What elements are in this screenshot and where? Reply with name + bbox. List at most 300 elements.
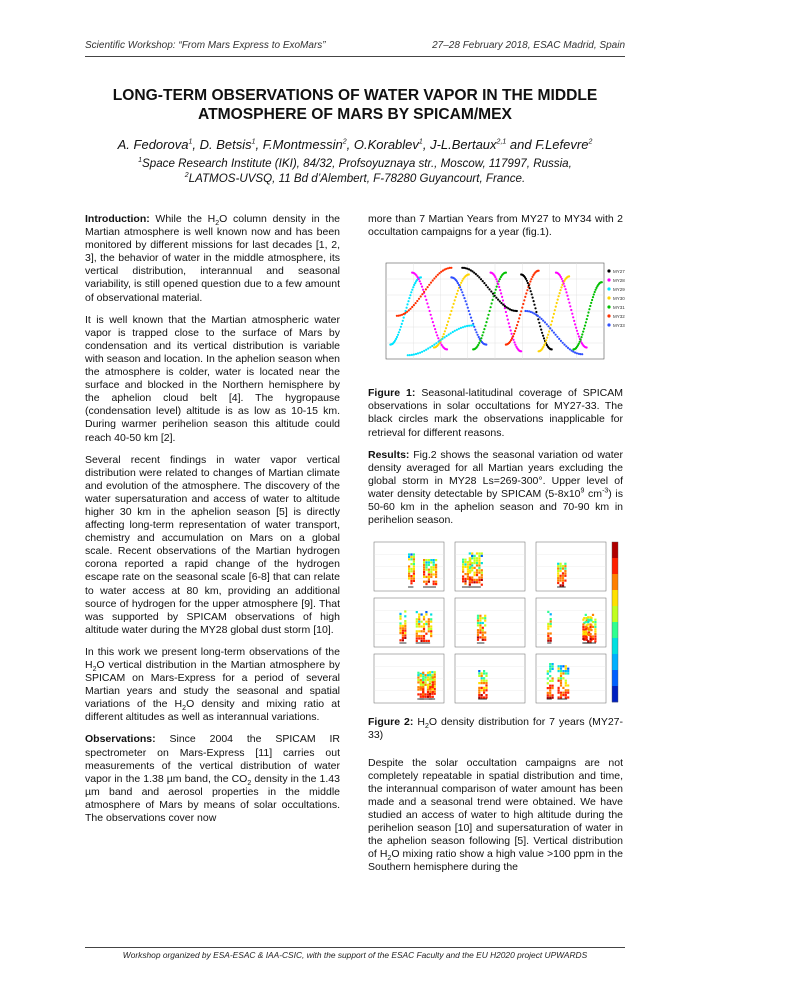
data-point — [429, 310, 431, 312]
density-cell — [565, 665, 567, 667]
density-cell — [423, 623, 425, 625]
density-cell — [423, 640, 425, 642]
subscript: 2 — [92, 666, 97, 674]
data-point — [417, 352, 419, 354]
density-cell — [562, 568, 564, 570]
density-cell — [429, 681, 431, 683]
text-span: O mixing ratio show a high value >100 ppm in the Southern hemisphere during the — [368, 848, 623, 874]
body-paragraph: Several recent findings in water vapor vertical distribution were related to changes of Martian climate and evolution of the atmosphere. The discovery of the water supersaturation and access of water to altitude higher 30 km in the aphelion season [5] is directly affecting long-term representation of water transport, chemistry and accumulation on Mars on a global scale. Recent observations of the Martian hydrogen corona reported a rapid change of the hydrogen escape rate on the seasonal scale [6-8] that can relate to water access at 80 km, providing an additional source of hydrogen for the upper atmosphere [9]. That was supported by SPICAM observations of high altitude water during the MY28 global dust storm [10]. — [85, 453, 340, 636]
density-cell — [478, 682, 480, 684]
density-cell — [410, 578, 412, 580]
text-span: cm — [584, 487, 603, 500]
data-point — [505, 272, 507, 274]
density-cell — [413, 575, 415, 577]
data-point — [545, 339, 547, 341]
data-point — [462, 294, 464, 296]
data-point — [421, 351, 423, 353]
data-point — [483, 282, 485, 284]
data-point — [456, 329, 458, 331]
density-cell — [464, 580, 466, 582]
density-cell — [430, 626, 432, 628]
density-cell — [560, 685, 562, 687]
data-point — [432, 280, 434, 282]
data-point — [437, 274, 439, 276]
density-cell — [550, 618, 552, 620]
density-cell — [423, 571, 425, 573]
density-cell — [432, 682, 434, 684]
density-cell — [435, 564, 437, 566]
density-cell — [558, 665, 560, 667]
observations-paragraph — [85, 733, 340, 825]
data-point — [532, 297, 534, 299]
data-point — [511, 333, 513, 335]
density-cell — [481, 697, 483, 699]
data-point — [409, 354, 411, 356]
density-cell — [416, 621, 418, 623]
data-point — [565, 345, 567, 347]
author-affil-mark: 1 — [188, 138, 193, 146]
legend-label: MY29 — [613, 287, 625, 293]
data-point — [558, 338, 560, 340]
text-span: O column density in the Martian atmosphere is well known now and has been monitored by different missions for last decades [1, 2, 3], the behavior of water in the middle atmosphere, its vertical distribution, interannual and seasonal variability, is still opened question due to a few amount of observational material. — [85, 213, 341, 304]
density-cell — [416, 630, 418, 632]
density-cell — [416, 635, 418, 637]
data-point — [529, 287, 531, 289]
data-point — [422, 289, 424, 291]
density-cell — [425, 640, 427, 642]
density-cell — [552, 666, 554, 668]
data-point — [520, 310, 522, 312]
density-cell — [481, 689, 483, 691]
density-cell — [435, 583, 437, 585]
density-cell — [408, 573, 410, 575]
data-point — [544, 321, 546, 323]
density-cell — [423, 569, 425, 571]
density-cell — [462, 566, 464, 568]
header-date: 27–28 February 2018, ESAC Madrid, Spain — [432, 40, 625, 51]
density-cell — [590, 640, 592, 642]
colorbar-segment — [612, 622, 618, 638]
data-point — [458, 328, 460, 330]
density-cell — [549, 690, 551, 692]
density-cell — [550, 625, 552, 627]
density-cell — [435, 566, 437, 568]
density-cell — [549, 687, 551, 689]
data-point — [425, 299, 427, 301]
paper-title — [80, 86, 630, 124]
density-cell — [418, 616, 420, 618]
data-point — [406, 303, 408, 305]
density-cell — [560, 682, 562, 684]
density-cell — [562, 670, 564, 672]
density-cell — [462, 564, 464, 566]
density-cell — [484, 620, 486, 622]
data-point — [516, 310, 518, 312]
density-cell — [587, 616, 589, 618]
density-cell — [404, 632, 406, 634]
data-point — [533, 304, 535, 306]
density-cell — [474, 581, 476, 583]
data-point — [546, 323, 548, 325]
density-cell — [481, 553, 483, 555]
density-cell — [485, 689, 487, 691]
data-point — [491, 303, 493, 305]
data-point — [541, 332, 543, 334]
density-cell — [547, 633, 549, 635]
data-point — [450, 310, 452, 312]
data-point — [557, 299, 559, 301]
density-cell — [547, 625, 549, 627]
affiliations — [60, 156, 650, 186]
data-point — [511, 337, 513, 339]
data-point — [562, 342, 564, 344]
density-cell — [413, 568, 415, 570]
density-cell — [402, 630, 404, 632]
density-cell — [478, 553, 480, 555]
density-cell — [425, 679, 427, 681]
density-cell — [592, 626, 594, 628]
data-point — [542, 335, 544, 337]
data-point — [549, 327, 551, 329]
density-cell — [430, 576, 432, 578]
data-point — [585, 321, 587, 323]
data-point — [525, 293, 527, 295]
data-point — [540, 318, 542, 320]
density-cell — [417, 686, 419, 688]
data-point — [415, 353, 417, 355]
data-point — [544, 342, 546, 344]
left-column — [85, 213, 340, 834]
data-point — [406, 311, 408, 313]
data-point — [432, 321, 434, 323]
data-point — [408, 309, 410, 311]
density-cell — [481, 675, 483, 677]
data-point — [427, 348, 429, 350]
density-cell — [404, 627, 406, 629]
data-point — [441, 338, 443, 340]
data-point — [409, 294, 411, 296]
density-cell — [418, 618, 420, 620]
data-point — [460, 282, 462, 284]
density-cell — [471, 562, 473, 564]
data-point — [581, 334, 583, 336]
density-cell — [404, 620, 406, 622]
results-heading: Results: — [368, 448, 410, 461]
density-cell — [565, 682, 567, 684]
data-point — [524, 296, 526, 298]
density-cell — [464, 566, 466, 568]
title-line-2: ATMOSPHERE OF MARS BY SPICAM/MEX — [198, 106, 512, 123]
density-cell — [399, 613, 401, 615]
density-cell — [594, 621, 596, 623]
density-cell — [471, 555, 473, 557]
data-point — [451, 306, 453, 308]
data-point — [416, 300, 418, 302]
data-point — [423, 291, 425, 293]
density-cell — [471, 579, 473, 581]
body-paragraph: It is well known that the Martian atmospheric water vapor is trapped close to the surface of Mars by condensation and its vertical distribution is variable with season and location. In the aphelion season when the atmosphere is colder, water is located near the surface and blocked in the Northern hemisphere by the aphelion cloud belt [4]. The hygropause (condensation level) altitude is as low as 10-15 km. During warmer perihelion season this altitude could reach 40-50 km [2]. — [85, 313, 340, 444]
data-point — [408, 297, 410, 299]
data-point — [547, 325, 549, 327]
density-cell — [427, 686, 429, 688]
density-cell — [425, 566, 427, 568]
data-point — [559, 289, 561, 291]
density-cell — [476, 562, 478, 564]
density-cell — [560, 585, 562, 587]
density-cell — [408, 578, 410, 580]
data-point — [425, 349, 427, 351]
text-span: O vertical distribution in the Martian atmosphere by SPICAM on Mars-Express for a period of several Martian years and study the seasonal and spatial variations of the H — [85, 659, 340, 711]
density-cell — [547, 628, 549, 630]
density-cell — [479, 620, 481, 622]
density-cell — [477, 639, 479, 641]
density-cell — [417, 679, 419, 681]
density-cell — [562, 677, 564, 679]
header-workshop: Scientific Workshop: “From Mars Express to ExoMars” — [85, 40, 326, 51]
density-cell — [471, 557, 473, 559]
density-cell — [560, 668, 562, 670]
data-point — [559, 292, 561, 294]
density-cell — [421, 635, 423, 637]
density-cell — [408, 558, 410, 560]
density-cell — [432, 674, 434, 676]
data-point — [400, 326, 402, 328]
density-cell — [485, 687, 487, 689]
data-point — [540, 329, 542, 331]
density-cell — [478, 581, 480, 583]
density-cell — [404, 611, 406, 613]
density-cell — [474, 579, 476, 581]
data-point — [433, 344, 435, 346]
data-point — [534, 307, 536, 309]
data-point — [580, 336, 582, 338]
density-cell — [550, 613, 552, 615]
density-cell — [469, 566, 471, 568]
density-cell — [594, 626, 596, 628]
density-cell — [425, 614, 427, 616]
data-point — [458, 284, 460, 286]
author: D. Betsis — [199, 137, 252, 152]
data-point — [478, 336, 480, 338]
density-cell — [420, 696, 422, 698]
figure-1-caption — [368, 387, 623, 439]
density-cell — [557, 570, 559, 572]
density-cell — [399, 639, 401, 641]
density-cell — [477, 622, 479, 624]
density-cell — [434, 688, 436, 690]
density-cell — [404, 637, 406, 639]
data-point — [514, 330, 516, 332]
density-cell — [462, 568, 464, 570]
data-point — [568, 275, 570, 277]
data-point — [563, 283, 565, 285]
data-point — [593, 294, 595, 296]
data-point — [553, 313, 555, 315]
density-cell — [478, 569, 480, 571]
density-cell — [558, 680, 560, 682]
figure-1-coverage-plot — [368, 247, 623, 375]
density-cell — [467, 576, 469, 578]
density-cell — [567, 685, 569, 687]
density-cell — [484, 615, 486, 617]
density-cell — [585, 614, 587, 616]
density-cell — [478, 562, 480, 564]
density-cell — [582, 626, 584, 628]
density-cell — [484, 639, 486, 641]
density-cell — [565, 685, 567, 687]
data-point — [425, 288, 427, 290]
density-cell — [399, 615, 401, 617]
density-cell — [399, 627, 401, 629]
density-cell — [567, 692, 569, 694]
data-point — [547, 334, 549, 336]
density-cell — [482, 627, 484, 629]
figure-2-label: Figure 2: — [368, 716, 414, 729]
density-cell — [549, 663, 551, 665]
density-cell — [485, 680, 487, 682]
density-cell — [434, 683, 436, 685]
density-cell — [479, 627, 481, 629]
data-point — [492, 293, 494, 295]
body-paragraph — [85, 646, 340, 725]
data-point — [502, 304, 504, 306]
legend-label: MY30 — [613, 296, 625, 302]
density-cell — [550, 640, 552, 642]
density-cell — [433, 566, 435, 568]
density-cell — [428, 576, 430, 578]
density-cell — [413, 556, 415, 558]
data-point — [522, 303, 524, 305]
density-cell — [410, 568, 412, 570]
data-point — [576, 330, 578, 332]
density-cell — [485, 675, 487, 677]
subscript: 2 — [182, 705, 187, 713]
density-cell — [483, 689, 485, 691]
density-cell — [485, 697, 487, 699]
data-point — [452, 331, 454, 333]
data-point — [494, 276, 496, 278]
density-cell — [418, 626, 420, 628]
density-cell — [477, 617, 479, 619]
density-cell — [462, 561, 464, 563]
density-cell — [590, 633, 592, 635]
density-cell — [478, 673, 480, 675]
data-point — [481, 334, 483, 336]
density-cell — [422, 694, 424, 696]
data-point — [539, 325, 541, 327]
density-cell — [417, 694, 419, 696]
density-cell — [402, 625, 404, 627]
data-point — [461, 291, 463, 293]
data-point — [485, 344, 487, 346]
data-point — [468, 274, 470, 276]
data-point — [478, 276, 480, 278]
density-cell — [425, 696, 427, 698]
density-cell — [481, 673, 483, 675]
data-point — [448, 334, 450, 336]
data-point — [466, 325, 468, 327]
data-point — [401, 323, 403, 325]
density-cell — [408, 568, 410, 570]
density-cell — [402, 635, 404, 637]
density-cell — [425, 682, 427, 684]
density-cell — [423, 630, 425, 632]
data-point — [466, 303, 468, 305]
density-cell — [476, 572, 478, 574]
density-cell — [469, 561, 471, 563]
density-cell — [560, 670, 562, 672]
density-cell — [474, 562, 476, 564]
colorbar-segment — [612, 654, 618, 670]
data-point — [487, 286, 489, 288]
data-point — [448, 317, 450, 319]
footer-note: Workshop organized by ESA-ESAC & IAA-CSIC, with the support of the ESAC Faculty and the EU H2020 project UPWARDS — [122, 950, 588, 960]
data-point — [424, 295, 426, 297]
data-point — [560, 276, 562, 278]
density-cell — [404, 623, 406, 625]
density-cell — [567, 670, 569, 672]
density-cell — [587, 640, 589, 642]
density-cell — [467, 571, 469, 573]
density-cell — [560, 677, 562, 679]
density-cell — [428, 623, 430, 625]
density-cell — [430, 628, 432, 630]
density-cell — [478, 567, 480, 569]
density-cell — [477, 632, 479, 634]
density-cell — [416, 626, 418, 628]
data-point — [499, 278, 501, 280]
data-point — [523, 299, 525, 301]
data-point — [565, 288, 567, 290]
data-point — [456, 293, 458, 295]
data-point — [500, 302, 502, 304]
density-cell — [430, 562, 432, 564]
density-cell — [549, 697, 551, 699]
data-point — [586, 347, 588, 349]
density-cell — [476, 560, 478, 562]
data-point — [435, 342, 437, 344]
density-cell — [484, 617, 486, 619]
intro-heading: Introduction: — [85, 213, 150, 225]
density-cell — [550, 623, 552, 625]
data-point — [495, 289, 497, 291]
density-cell — [422, 696, 424, 698]
density-cell — [462, 576, 464, 578]
density-cell — [432, 689, 434, 691]
data-point — [555, 334, 557, 336]
data-point — [435, 276, 437, 278]
density-cell — [471, 565, 473, 567]
density-cell — [434, 679, 436, 681]
data-point — [482, 331, 484, 333]
density-cell — [410, 570, 412, 572]
text-span: density in the 1.43 µm band and aerosol properties in the middle atmosphere of Mars by means of solar occultations. The observations cover now — [85, 772, 340, 825]
data-point — [488, 288, 490, 290]
density-cell — [565, 689, 567, 691]
density-cell — [481, 555, 483, 557]
density-cell — [413, 554, 415, 556]
density-cell — [425, 623, 427, 625]
density-cell — [467, 578, 469, 580]
density-cell — [422, 684, 424, 686]
data-point — [497, 283, 499, 285]
density-cell — [399, 625, 401, 627]
density-cell — [477, 637, 479, 639]
density-cell — [482, 622, 484, 624]
density-cell — [469, 571, 471, 573]
density-cell — [479, 629, 481, 631]
data-point — [435, 331, 437, 333]
